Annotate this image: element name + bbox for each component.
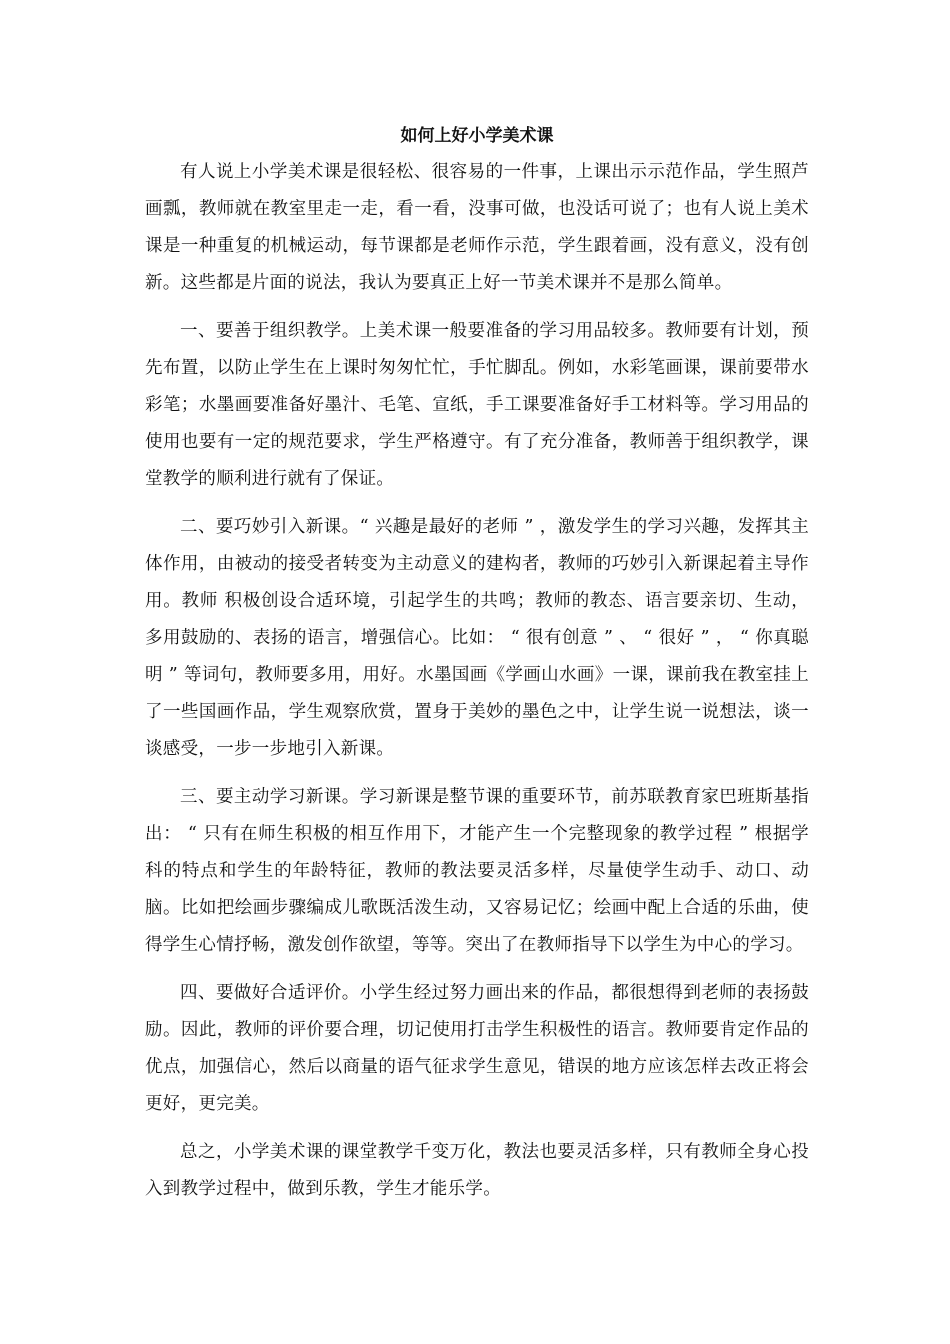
paragraph-intro: 有人说上小学美术课是很轻松、很容易的一件事，上课出示示范作品，学生照芦画瓢，教师就在教室里走一走，看一看，没事可做，也没话可说了；也有人说上美术课是一种重复的机械运动，每节课都是老师作示范，学生跟着画，没有意义，没有创新。这些都是片面的说法，我认为要真正上好一节美术课并不是那么简单。	[145, 162, 809, 293]
paragraph-conclusion: 总之，小学美术课的课堂教学千变万化，教法也要灵活多样，只有教师全身心投入到教学过程中，做到乐教，学生才能乐学。	[145, 1142, 809, 1199]
paragraph-evaluation: 四、要做好合适评价。小学生经过努力画出来的作品，都很想得到老师的表扬鼓励。因此，教师的评价要合理，切记使用打击学生积极性的语言。教师要肯定作品的优点，加强信心，然后以商量的语气征求学生意见，错误的地方应该怎样去改正将会更好，更完美。	[145, 983, 809, 1114]
paragraph-active-learning: 三、要主动学习新课。学习新课是整节课的重要环节，前苏联教育家巴班斯基指出： “ 只有在师生积极的相互作用下，才能产生一个完整现象的教学过程 ” 根据学科的特点和学生的年龄特征，教师的教法要灵活多样，尽量使学生动手、动口、动脑。比如把绘画步骤编成儿歌既活泼生动，又容易记忆；绘画中配上合适的乐曲，使得学生心情抒畅，激发创作欲望，等等。突出了在教师指导下以学生为中心的学习。	[145, 787, 809, 955]
document-body	[145, 122, 809, 1219]
paragraph-introduce-lesson: 二、要巧妙引入新课。“ 兴趣是最好的老师 ” ，激发学生的学习兴趣，发挥其主体作用，由被动的接受者转变为主动意义的建构者，教师的巧妙引入新课起着主导作用。教师 积极创设合适环境，引起学生的共鸣；教师的教态、语言要亲切、生动，多用鼓励的、表扬的语言，增强信心。比如： “ 很有创意 ” 、 “ 很好 ” ， “ 你真聪明 ” 等词句，教师要多用，用好。水墨国画《学画山水画》一课，课前我在教室挂上了一些国画作品，学生观察欣赏，置身于美妙的墨色之中，让学生说一说想法，谈一谈感受，一步一步地引入新课。	[145, 517, 809, 759]
document-title: 如何上好小学美术课	[400, 126, 554, 146]
paragraph-organize-teaching: 一、要善于组织教学。上美术课一般要准备的学习用品较多。教师要有计划，预先布置，以防止学生在上课时匆匆忙忙，手忙脚乱。例如，水彩笔画课，课前要带水彩笔；水墨画要准备好墨汁、毛笔、宣纸，手工课要准备好手工材料等。学习用品的使用也要有一定的规范要求，学生严格遵守。有了充分准备，教师善于组织教学，课堂教学的顺利进行就有了保证。	[145, 321, 809, 489]
